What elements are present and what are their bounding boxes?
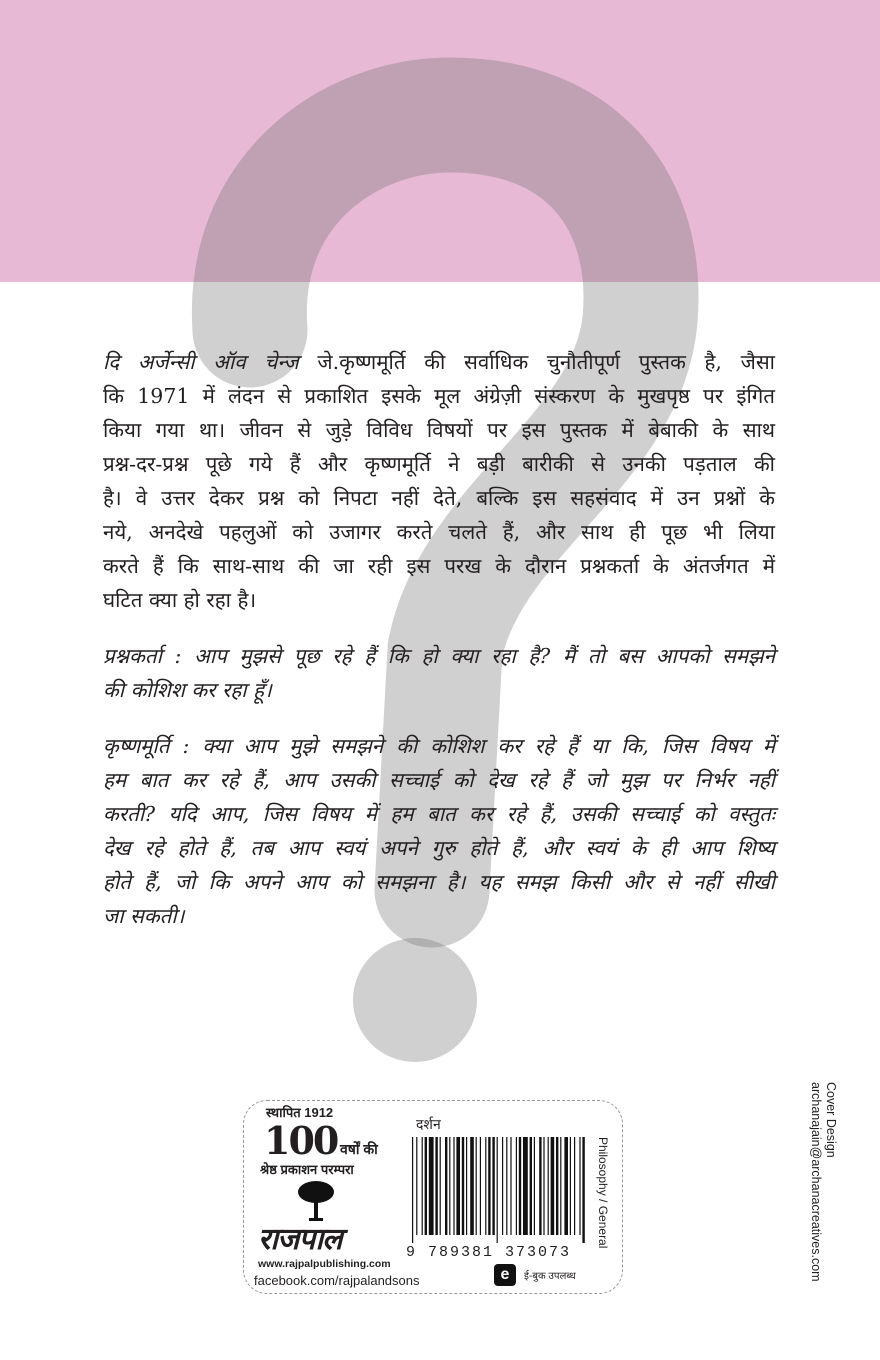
questioner-quote — [103, 639, 775, 707]
barcode-bar — [579, 1137, 580, 1235]
barcode-bar — [412, 1137, 413, 1243]
barcode-bar — [574, 1137, 575, 1235]
barcode-bar — [425, 1137, 427, 1235]
barcode-bar — [416, 1137, 417, 1235]
blurb — [103, 345, 775, 955]
barcode-bar — [429, 1137, 434, 1235]
hundred-years-number: 100 — [264, 1118, 338, 1163]
blurb-intro — [103, 345, 775, 617]
publisher-box — [243, 1100, 623, 1294]
line-text: जे.कृष्णमूर्ति की सर्वाधिक चुनौतीपूर्ण पुस्तक है, जैसा — [317, 350, 775, 374]
website-link[interactable]: www.rajpalpublishing.com — [258, 1258, 391, 1270]
barcode-bar — [476, 1137, 477, 1235]
barcode-bar — [456, 1137, 460, 1235]
blurb-line: किया गया था। जीवन से जुड़े विविध विषयों पर इस पुस्तक में बेबाकी के साथ — [103, 418, 775, 442]
barcode-bar — [435, 1137, 437, 1235]
blurb-line: है। वे उत्तर देकर प्रश्न को निपटा नहीं देते, बल्कि इस सहसंवाद में उन प्रश्नों के — [103, 486, 775, 510]
barcode-bar — [543, 1137, 544, 1235]
blurb-line: देख रहे होते हैं, तब आप स्वयं अपने गुरु होते हैं, और स्वयं के ही आप शिष्य — [103, 836, 775, 860]
barcode-bar — [470, 1137, 474, 1235]
barcode-bar — [462, 1137, 464, 1235]
blurb-line: होते हैं, जो कि अपने आप को समझना है। यह समझ किसी और से नहीं सीखी — [103, 870, 775, 894]
barcode-bar — [488, 1137, 490, 1235]
barcode-bar — [551, 1137, 555, 1235]
barcode-bar — [534, 1137, 535, 1235]
blurb-line: करती? यदि आप, जिस विषय में हम बात कर रहे हैं, उसकी सच्चाई को वस्तुतः — [103, 802, 775, 826]
cover-design-label: Cover Design — [824, 1082, 838, 1158]
barcode-bar — [440, 1137, 441, 1235]
barcode-bar — [466, 1137, 467, 1235]
barcode-bar — [523, 1137, 528, 1235]
barcode-bar — [502, 1137, 503, 1235]
facebook-link[interactable]: facebook.com/rajpalandsons — [254, 1273, 420, 1288]
barcode-bar — [560, 1137, 561, 1235]
barcode-bar — [422, 1137, 423, 1235]
publisher-logo: राजपाल — [258, 1223, 342, 1256]
barcode-bar — [530, 1137, 532, 1235]
barcode-bar — [516, 1137, 517, 1235]
blurb-line: घटित क्या हो रहा है। — [103, 588, 257, 612]
blurb-line — [103, 345, 775, 379]
blurb-line: कृष्णमूर्ति : क्या आप मुझे समझने की कोशिश कर रहे हैं या कि, जिस विषय में — [103, 734, 775, 758]
established-text: स्थापित 1912 — [266, 1105, 334, 1120]
krishnamurti-quote — [103, 729, 775, 933]
barcode-bar — [449, 1137, 450, 1235]
blurb-line: प्रश्नकर्ता : आप मुझसे पूछ रहे हैं कि हो क्या रहा है? मैं तो बस आपको समझने — [103, 644, 775, 668]
barcode-bar — [445, 1137, 447, 1235]
isbn-digits: 9 789381 373073 — [406, 1244, 572, 1261]
blurb-line: हम बात कर रहे हैं, आप उसकी सच्चाई को देख रहे हैं जो मुझ पर निर्भर नहीं — [103, 768, 775, 792]
blurb-line: जा सकती। — [103, 904, 185, 928]
barcode-bar — [492, 1137, 494, 1235]
tradition-text: श्रेष्ठ प्रकाशन परम्परा — [260, 1162, 354, 1177]
blurb-line: की कोशिश कर रहा हूँ। — [103, 678, 272, 702]
barcode-bar — [582, 1137, 584, 1243]
blurb-line: नये, अनदेखे पहलुओं को उजागर करते चलते हैं, और साथ ही पूछ भी लिया — [103, 520, 775, 544]
genre-label: Philosophy / General — [596, 1137, 610, 1249]
blurb-line: प्रश्न-दर-प्रश्न पूछे गये हैं और कृष्णमूर्ति ने बड़ी बारीकी से उनकी पड़ताल की — [103, 452, 775, 476]
barcode-bar — [519, 1137, 521, 1235]
ebook-available-label: ई-बुक उपलब्ध — [524, 1271, 576, 1282]
blurb-line: कि 1971 में लंदन से प्रकाशित इसके मूल अंग्रेज़ी संस्करण के मुखपृष्ठ पर इंगित — [103, 384, 775, 408]
category-label: दर्शन — [416, 1116, 441, 1132]
years-of-text: वर्षों की — [340, 1141, 378, 1157]
barcode-bar — [510, 1137, 511, 1235]
barcode-bar — [506, 1137, 507, 1235]
barcode-bar — [548, 1137, 549, 1235]
barcode-bar — [497, 1137, 498, 1243]
cover-credit — [808, 1082, 838, 1282]
barcode-bar — [485, 1137, 486, 1235]
ebook-icon: e — [494, 1264, 516, 1286]
barcode-bar — [564, 1137, 568, 1235]
barcode-bar — [556, 1137, 558, 1235]
book-title: दि अर्जेन्सी ऑव चेन्ज — [103, 350, 318, 374]
barcode-bar — [570, 1137, 571, 1235]
designer-email[interactable]: archanajain@archanacreatives.com — [809, 1082, 823, 1282]
isbn-barcode — [410, 1137, 590, 1243]
blurb-line: करते हैं कि साथ-साथ की जा रही इस परख के दौरान प्रश्नकर्ता के अंतर्जगत में — [103, 554, 775, 578]
tree-logo-icon — [296, 1180, 336, 1222]
barcode-bar — [539, 1137, 541, 1235]
barcode-bar — [453, 1137, 454, 1235]
barcode-bar — [480, 1137, 481, 1235]
